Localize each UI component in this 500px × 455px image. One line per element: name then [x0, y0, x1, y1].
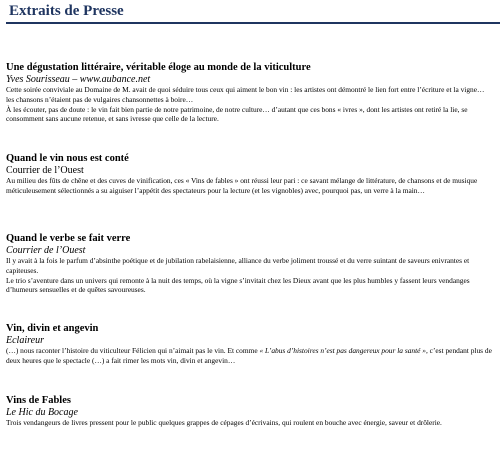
article-paragraph: Il y avait à la fois le parfum d’absinthe poétique et de jubilation rabelaisienne, alliance du verbe joliment troussé et du verre suintant de saveurs enivrantes et capiteuses. — [6, 256, 470, 275]
press-article-3 — [6, 233, 494, 295]
article-source: Eclaireur — [6, 335, 44, 346]
article-paragraph — [6, 346, 494, 366]
article-text: (…) nous raconter l’histoire du viticulteur Félicien qui n’aimait pas le vin. Et comme — [6, 346, 260, 355]
article-paragraph: Trois vendangeurs de livres pressent pour le public quelques grappes de cépages d’écrivains, qui roulent en bouche avec énergie, saveur et drôlerie. — [6, 418, 442, 427]
article-source: Courrier de l’Ouest — [6, 165, 84, 176]
header-bar — [6, 0, 500, 24]
article-source: Courrier de l’Ouest — [6, 245, 86, 256]
article-text: , c’est pendant plus de deux heures que le spectacle (…) a fait rimer les mots vin, divin et angevin… — [6, 346, 492, 365]
article-paragraph: Le trio s’aventure dans un univers qui remonte à la nuit des temps, où la vigne s’invitait chez les Dieux avant que les plus humbles y fassent leurs vendanges d’humeurs sensuelles et de quêtes savoureuses. — [6, 275, 470, 295]
page-title: Extraits de Presse — [9, 3, 124, 19]
article-paragraph: Cette soirée conviviale au Domaine de M. avait de quoi séduire tous ceux qui aiment le bon vin : les artistes ont démontré le lien fort entre l’écriture et la vigne… les chansons n’étaient pas de vulgaires chansonnettes à boire… — [6, 85, 485, 104]
article-title: Une dégustation littéraire, véritable éloge au monde de la viticulture — [6, 62, 311, 73]
press-article-4 — [6, 323, 494, 366]
article-quote: « L’abus d’histoires n’est pas dangereux pour la santé » — [259, 346, 426, 355]
article-source: Yves Sourisseau – www.aubance.net — [6, 74, 151, 85]
article-title: Vin, divin et angevin — [6, 323, 99, 334]
article-paragraph: À les écouter, pas de doute : le vin fait bien partie de notre patrimoine, de notre culture… d’autant que ces bons « ivres », dont les artistes ont retiré la lie, se consomment sans aucune retenue, et sans ivresse que celle de la lecture. — [6, 104, 468, 124]
press-article-5 — [6, 395, 494, 428]
press-article-1 — [6, 62, 494, 124]
article-paragraph: Au milieu des fûts de chêne et des cuves de vinification, ces « Vins de fables » ont réussi leur pari : ce savant mélange de littérature, de chansons et de musique méticuleusement sélectionnés a su aiguiser l’appétit des spectateurs pour la lecture (et les vignobles) avec, pourquoi pas, un verre à la main… — [6, 176, 478, 195]
press-article-2 — [6, 153, 494, 196]
article-title: Quand le vin nous est conté — [6, 153, 129, 164]
article-title: Quand le verbe se fait verre — [6, 233, 131, 244]
article-source: Le Hic du Bocage — [6, 407, 78, 418]
article-title: Vins de Fables — [6, 395, 71, 406]
